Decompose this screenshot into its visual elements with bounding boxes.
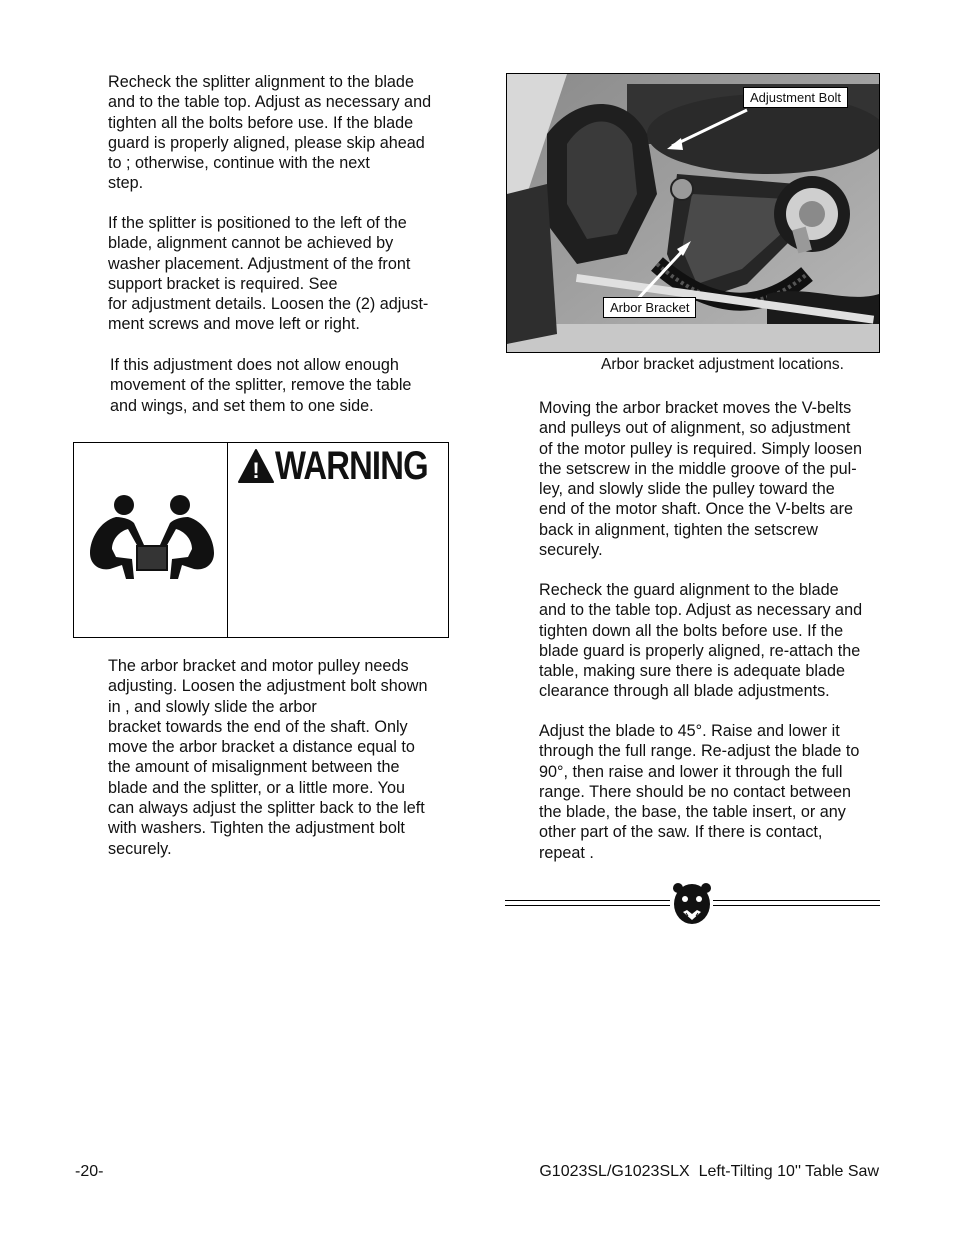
text-line: end of the motor shaft. Once the V-belts are — [539, 500, 854, 519]
text-line: through the full range. Re-adjust the blade to — [539, 742, 860, 761]
text-line: 90°, then raise and lower it through the full — [539, 762, 843, 781]
text-line: tighten down all the bolts before use. If the — [539, 621, 844, 640]
text-line: range. There should be no contact between — [539, 782, 851, 801]
text-line: adjusting. Loosen the adjustment bolt shown — [108, 677, 428, 696]
text-line: clearance through all blade adjustments. — [539, 682, 830, 701]
text-line-with-gap: to ; otherwise, continue with the next — [108, 154, 370, 173]
text-line-with-gap: repeat . — [539, 843, 594, 862]
arbor-bracket-label: Arbor Bracket — [603, 297, 696, 318]
text-line: Adjust the blade to 45°. Raise and lower it — [539, 722, 840, 740]
left-paragraph-2 — [108, 213, 448, 335]
text-line: the amount of misalignment between the — [108, 758, 400, 777]
text-line: tighten all the bolts before use. If the blade — [108, 113, 414, 132]
warning-exclamation: ! — [252, 458, 260, 483]
text-line: move the arbor bracket a distance equal to — [108, 738, 415, 757]
text-line: If this adjustment does not allow enough — [110, 356, 399, 374]
text-line: can always adjust the splitter back to the left — [108, 799, 425, 818]
divider-rule-right-top — [713, 900, 880, 901]
text-line: The arbor bracket and motor pulley needs — [108, 657, 409, 675]
adjustment-bolt-label: Adjustment Bolt — [743, 87, 848, 108]
text-line: bracket towards the end of the shaft. Only — [108, 717, 408, 736]
text-line: the blade, the base, the table insert, or any — [539, 803, 846, 822]
right-paragraph-1 — [539, 398, 879, 560]
left-paragraph-1 — [108, 72, 448, 194]
text-line — [539, 843, 879, 863]
text-line: blade and the splitter, or a little more. You — [108, 778, 405, 797]
right-paragraph-3 — [539, 721, 879, 863]
text-line: support bracket is required. See — [108, 274, 338, 293]
text-line: blade, alignment cannot be achieved by — [108, 234, 394, 253]
text-line: guard is properly aligned, please skip ahead — [108, 133, 425, 152]
divider-rule-right-bottom — [713, 905, 880, 906]
text-line: Recheck the guard alignment to the blade — [539, 581, 839, 599]
text-line: and wings, and set them to one side. — [110, 396, 374, 415]
text-line: securely. — [108, 839, 172, 858]
page-number: -20- — [75, 1163, 104, 1180]
left-paragraph-3 — [110, 355, 448, 416]
text-line: movement of the splitter, remove the table — [110, 376, 412, 395]
text-line: If the splitter is positioned to the left of the — [108, 214, 407, 232]
divider-rule-left-top — [505, 900, 670, 901]
text-line: ley, and slowly slide the pulley toward the — [539, 480, 835, 499]
text-line: table, making sure there is adequate blade — [539, 662, 845, 681]
divider-rule-left-bottom — [505, 905, 670, 906]
left-paragraph-4 — [108, 656, 448, 859]
text-line: step. — [108, 174, 144, 193]
text-line: ment screws and move left or right. — [108, 315, 360, 334]
text-line: and pulleys out of alignment, so adjustment — [539, 419, 851, 438]
warning-header — [237, 443, 461, 488]
text-line: in , and slowly slide the arbor — [108, 697, 317, 716]
text-line: the setscrew in the middle groove of the pul- — [539, 459, 857, 478]
text-line — [108, 153, 448, 173]
text-line: blade guard is properly aligned, re-attach the — [539, 641, 861, 660]
text-line: and to the table top. Adjust as necessary and — [539, 601, 863, 620]
text-line: Recheck the splitter alignment to the blade — [108, 73, 414, 91]
text-line: washer placement. Adjustment of the front — [108, 254, 411, 273]
warning-title: WARNING — [275, 443, 428, 488]
bear-logo-icon — [672, 882, 712, 926]
right-paragraph-2 — [539, 580, 879, 702]
text-line: Moving the arbor bracket moves the V-belts — [539, 399, 852, 417]
text-line: with washers. Tighten the adjustment bolt — [108, 819, 405, 838]
text-line: for adjustment details. Loosen the (2) adjust- — [108, 295, 429, 314]
footer-title: G1023SL/G1023SLX Left-Tilting 10'' Table Saw — [539, 1163, 879, 1180]
text-line: securely. — [539, 541, 603, 560]
warning-triangle-icon — [237, 448, 275, 484]
two-person-lift-icon — [82, 487, 222, 597]
text-line: back in alignment, tighten the setscrew — [539, 520, 818, 539]
warning-divider — [227, 443, 228, 637]
figure-caption: Arbor bracket adjustment locations. — [601, 356, 844, 373]
text-line: and to the table top. Adjust as necessary and — [108, 93, 432, 112]
text-line: of the motor pulley is required. Simply loosen — [539, 439, 863, 458]
text-line: other part of the saw. If there is contact, — [539, 823, 823, 842]
